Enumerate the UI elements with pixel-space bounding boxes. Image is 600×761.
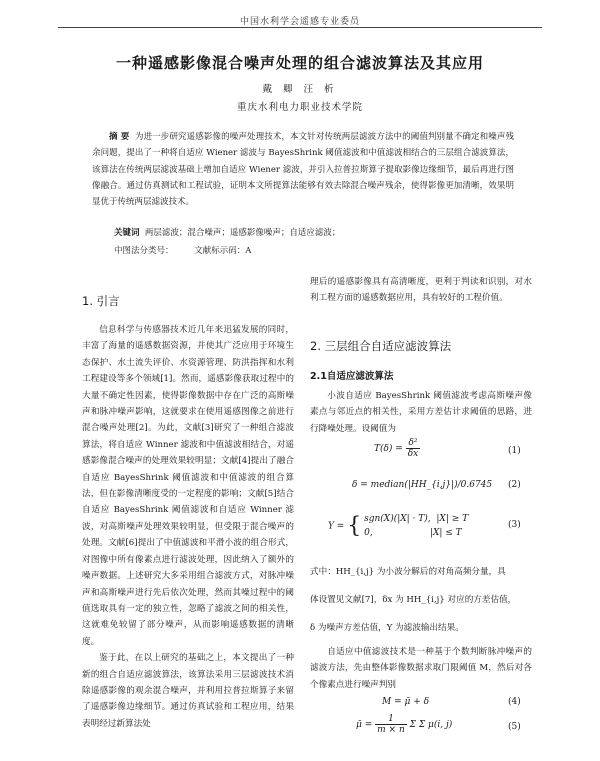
keywords xyxy=(114,226,340,238)
equation-2: δ = median(|HH_{i,j}|)/0.6745 xyxy=(352,480,493,490)
intro-heading: 1. 引言 xyxy=(82,294,120,308)
intro-paragraph-2: 鉴于此，在以上研究的基础之上，本文提出了一种新的组合自适应滤波算法，该算法采用三层滤波技术消除遥感影像的观余混合噪声，并利用拉普拉斯算子来留了遥感影像边缘细节。通过仿真试验和工程应用，结果表明经过新算法处 xyxy=(82,653,294,729)
equation-2-number: (2) xyxy=(508,480,521,490)
intro-body xyxy=(82,322,294,732)
equation-3: Y = { sgn(X)(|X| · T), |X| ≥ T 0, |X| ≤ T xyxy=(328,513,469,539)
section2-paragraph-1: 小波自适应 BayesShrink 阈值滤波考虑高斯噪声像素点与邻近点的相关性，采用方差估计求阈值的思路，进行降噪处理。设阈值为 xyxy=(310,391,532,434)
authors: 戴 卿 汪 析 xyxy=(262,84,338,95)
paper-title: 一种遥感影像混合噪声处理的组合滤波算法及其应用 xyxy=(115,54,484,72)
intro-continuation-text: 理后的遥感影像具有高清晰度，更利于判读和识别，对水利工程方面的遥感数据应用，具有较好的工程价值。 xyxy=(310,277,532,304)
affiliation: 重庆水利电力职业技术学院 xyxy=(236,102,363,113)
keywords-label: 关键词 xyxy=(114,228,140,238)
section2-1-heading: 2.1自适应滤波算法 xyxy=(310,371,394,382)
equation-4: M = μ̄ + δ xyxy=(382,697,430,707)
keywords-text: 两层滤波；混合噪声；遥感影像噪声；自适应滤波； xyxy=(144,228,341,238)
header-rule xyxy=(58,27,542,28)
abstract-label: 摘 要 xyxy=(109,132,130,142)
section2-paragraph-3: 自适应中值滤波技术是一种基于个数判断脉冲噪声的滤波方法，先由整体影像数据求取门限阈值 M，然后对各个像素点进行噪声判别 xyxy=(310,647,532,690)
clc-label: 中图法分类号： xyxy=(114,246,174,256)
equation-1-number: (1) xyxy=(508,446,521,456)
equation-5: μ̄ = $\frac{1}{m \times n}$ Σ Σ μ(i, j) xyxy=(356,714,453,735)
equation-explanation: 式中：HH_{i,j} 为小波分解后的对角高频分量，具 体设置见文献[7]，δx 为 HH_{i,j} 对应的方差估值， δ 为噪声方差估值，Y 为滤波输出结果。 xyxy=(310,567,517,633)
journal-header: 中国水利学会遥感专业委员 xyxy=(239,17,360,27)
intro-continuation xyxy=(310,274,532,307)
abstract-text: 为进一步研究遥感影像的噪声处理技术，本文针对传统两层滤波方法中的阈值判别量不确定和噪声残余问题，提出了一种将自适应 Wiener 滤波与 BayesShrink 阈值滤波和中值滤波相结合的三层组合滤波算法，该算法在传统两层滤波基础上增加自适应 Wiener 滤波，并引入拉普拉斯算子提取影像边缘细节，最后再进行图像融合。通过仿真测试和工程试验，证明本文所提算法能够有效去除混合噪声残余，使得影像更加清晰，效果明显优于传统两层滤波技术。 xyxy=(92,132,514,208)
intro-paragraph-1: 信息科学与传感器技术近几年来迅猛发展的同时，丰富了海量的遥感数据资源，并使其广泛应用于环境生态保护、水土流失评价、水资源管理、防洪指挥和水利工程建设等多个领域[1]。然而，遥感影像获取过程中的大量不确定性因素，使得影像数据中存在广泛的高斯噪声和脉冲噪声影响，这就要求在使用遥感图像之前进行混合噪声处理[2]。为此，文献[3]研究了一种组合滤波算法，将自适应 Winner 滤波和中值滤波相结合，对遥感影像混合噪声的处理效果较明显；文献[4]提出了融合自适应 BayesShrink 阈值滤波和中值滤波的组合算法，但在影像清晰度受的一定程度的影响；文献[5]结合自适应 BayesShrink 阈值滤波和自适应 Winner 滤波，对高斯噪声处理效果较明显，但受限于混合噪声的处理。文献[6]提出了中值滤波和平滑小波的组合形式，对图像中所有像素点进行滤波处理，因此纳入了额外的噪声数据。上述研究大多采用组合滤波方式，对脉冲噪声和高斯噪声进行先后依次处理，然而其噪过程中的阈值选取具有一定的独立性，忽略了滤波之间的相关性，这就难免较留了部分噪声，从而影响遥感数据的清晰度。 xyxy=(82,325,294,647)
equation-5-number: (5) xyxy=(508,722,521,732)
section2-heading: 2. 三层组合自适应滤波算法 xyxy=(310,339,452,353)
abstract xyxy=(92,129,514,210)
doc-code: 文献标示码：A xyxy=(194,246,252,256)
equation-3-number: (3) xyxy=(508,520,521,530)
equation-4-number: (4) xyxy=(508,697,521,707)
equation-1: T(δ) = $\frac{\text{δ²}}{\delta x}$ xyxy=(374,438,419,459)
classification xyxy=(114,244,269,256)
